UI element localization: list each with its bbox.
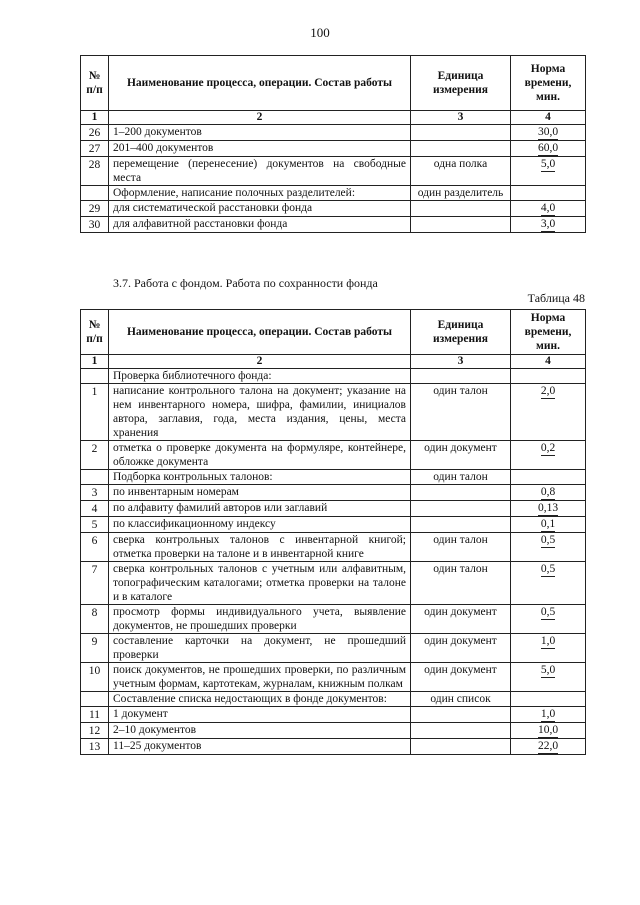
table-row: [81, 605, 586, 634]
unit-of-measure: один документ: [411, 441, 511, 470]
time-norm-value: 0,13: [537, 502, 559, 514]
time-norm-value: 3,0: [540, 218, 556, 230]
norms-table-48: [80, 309, 586, 755]
col-index: 2: [109, 355, 411, 369]
time-norm-value: 5,0: [540, 664, 556, 676]
time-norm: [511, 692, 586, 707]
header-unit: Единица измерения: [411, 56, 511, 111]
col-index: 4: [511, 111, 586, 125]
header-norm: Норма времени, мин.: [511, 310, 586, 355]
operation-name: Составление списка недостающих в фонде документов:: [109, 692, 411, 707]
time-norm-value: 5,0: [540, 158, 556, 170]
operation-name: для алфавитной расстановки фонда: [109, 217, 411, 233]
time-norm-value: 0,5: [540, 606, 556, 618]
row-number: 29: [81, 201, 109, 217]
unit-of-measure: один талон: [411, 384, 511, 441]
unit-of-measure: одна полка: [411, 157, 511, 186]
operation-name: отметка о проверке документа на формуляре, контейнере, обложке документа: [109, 441, 411, 470]
operation-name: поиск документов, не прошедших проверки, по различным учетным формам, картотекам, журналам, книжным полкам: [109, 663, 411, 692]
unit-of-measure: один документ: [411, 663, 511, 692]
time-norm: [511, 739, 586, 755]
table2-body: [81, 369, 586, 755]
unit-of-measure: [411, 723, 511, 739]
time-norm: [511, 634, 586, 663]
row-number: 2: [81, 441, 109, 470]
header-name: Наименование процесса, операции. Состав работы: [109, 310, 411, 355]
unit-of-measure: [411, 217, 511, 233]
time-norm-value: 4,0: [540, 202, 556, 214]
time-norm: [511, 562, 586, 605]
header-num: № п/п: [81, 56, 109, 111]
table-row: [81, 707, 586, 723]
time-norm: [511, 157, 586, 186]
operation-name: Проверка библиотечного фонда:: [109, 369, 411, 384]
row-number: 7: [81, 562, 109, 605]
unit-of-measure: [411, 369, 511, 384]
time-norm: [511, 217, 586, 233]
table-row: [81, 141, 586, 157]
operation-name: составление карточки на документ, не прошедший проверки: [109, 634, 411, 663]
row-number: 30: [81, 217, 109, 233]
table-row: [81, 517, 586, 533]
operation-name: написание контрольного талона на документ; указание на нем инвентарного номера, шифра, фамилии, инициалов автора, заглавия, года, места издания, цены, места хранения: [109, 384, 411, 441]
operation-name: 11–25 документов: [109, 739, 411, 755]
time-norm: [511, 384, 586, 441]
operation-name: сверка контрольных талонов с инвентарной книгой; отметка проверки на талоне и в инвентарной книге: [109, 533, 411, 562]
row-number: 12: [81, 723, 109, 739]
table-row: [81, 384, 586, 441]
unit-of-measure: [411, 125, 511, 141]
row-number: [81, 470, 109, 485]
unit-of-measure: один документ: [411, 634, 511, 663]
norms-table-continued: [80, 55, 586, 233]
table-row: [81, 562, 586, 605]
row-number: 8: [81, 605, 109, 634]
time-norm: [511, 369, 586, 384]
row-number: 6: [81, 533, 109, 562]
time-norm: [511, 663, 586, 692]
unit-of-measure: [411, 485, 511, 501]
operation-name: по инвентарным номерам: [109, 485, 411, 501]
row-number: 28: [81, 157, 109, 186]
time-norm: [511, 441, 586, 470]
operation-name: по классификационному индексу: [109, 517, 411, 533]
time-norm: [511, 201, 586, 217]
time-norm-value: 22,0: [537, 740, 559, 752]
row-number: [81, 692, 109, 707]
header-num: № п/п: [81, 310, 109, 355]
time-norm: [511, 470, 586, 485]
unit-of-measure: один разделитель: [411, 186, 511, 201]
row-number: 13: [81, 739, 109, 755]
operation-name: сверка контрольных талонов с учетным или алфавитным, топографическим каталогами; отметка проверки на талоне и в каталоге: [109, 562, 411, 605]
row-number: 1: [81, 384, 109, 441]
page-number: 100: [310, 25, 330, 40]
time-norm: [511, 501, 586, 517]
table-row: [81, 201, 586, 217]
operation-name: Подборка контрольных талонов:: [109, 470, 411, 485]
table-row: [81, 441, 586, 470]
operation-name: для систематической расстановки фонда: [109, 201, 411, 217]
table-row: [81, 125, 586, 141]
unit-of-measure: один талон: [411, 562, 511, 605]
header-unit: Единица измерения: [411, 310, 511, 355]
time-norm-value: 0,8: [540, 486, 556, 498]
table-row: [81, 369, 586, 384]
row-number: [81, 186, 109, 201]
header-name: Наименование процесса, операции. Состав работы: [109, 56, 411, 111]
time-norm-value: 0,2: [540, 442, 556, 454]
unit-of-measure: один список: [411, 692, 511, 707]
time-norm-value: 2,0: [540, 385, 556, 397]
row-number: 5: [81, 517, 109, 533]
col-index: 3: [411, 111, 511, 125]
table-row: [81, 470, 586, 485]
row-number: 11: [81, 707, 109, 723]
table-row: [81, 157, 586, 186]
table-row: [81, 634, 586, 663]
operation-name: просмотр формы индивидуального учета, выявление документов, не прошедших проверки: [109, 605, 411, 634]
table-row: [81, 186, 586, 201]
unit-of-measure: [411, 141, 511, 157]
table-row: [81, 663, 586, 692]
time-norm: [511, 485, 586, 501]
operation-name: перемещение (перенесение) документов на свободные места: [109, 157, 411, 186]
row-number: 9: [81, 634, 109, 663]
row-number: 27: [81, 141, 109, 157]
table-row: [81, 692, 586, 707]
table-row: [81, 501, 586, 517]
unit-of-measure: [411, 201, 511, 217]
time-norm-value: 30,0: [537, 126, 559, 138]
row-number: 4: [81, 501, 109, 517]
time-norm: [511, 141, 586, 157]
table-row: [81, 739, 586, 755]
col-index: 1: [81, 111, 109, 125]
col-index: 3: [411, 355, 511, 369]
table-label: Таблица 48: [527, 291, 585, 305]
unit-of-measure: [411, 501, 511, 517]
table-row: [81, 217, 586, 233]
time-norm: [511, 707, 586, 723]
header-norm: Норма времени, мин.: [511, 56, 586, 111]
time-norm: [511, 517, 586, 533]
operation-name: 201–400 документов: [109, 141, 411, 157]
time-norm: [511, 125, 586, 141]
row-number: 26: [81, 125, 109, 141]
time-norm: [511, 186, 586, 201]
table-row: [81, 533, 586, 562]
table-row: [81, 485, 586, 501]
time-norm: [511, 533, 586, 562]
section-heading: 3.7. Работа с фондом. Работа по сохранности фонда: [113, 276, 378, 290]
time-norm-value: 0,5: [540, 563, 556, 575]
operation-name: Оформление, написание полочных разделителей:: [109, 186, 411, 201]
time-norm-value: 1,0: [540, 708, 556, 720]
time-norm: [511, 723, 586, 739]
time-norm-value: 1,0: [540, 635, 556, 647]
operation-name: 1–200 документов: [109, 125, 411, 141]
time-norm: [511, 605, 586, 634]
unit-of-measure: один талон: [411, 470, 511, 485]
col-index: 1: [81, 355, 109, 369]
unit-of-measure: один документ: [411, 605, 511, 634]
time-norm-value: 0,5: [540, 534, 556, 546]
time-norm-value: 0,1: [540, 518, 556, 530]
table1-body: [81, 125, 586, 233]
unit-of-measure: [411, 517, 511, 533]
row-number: 10: [81, 663, 109, 692]
unit-of-measure: [411, 707, 511, 723]
unit-of-measure: один талон: [411, 533, 511, 562]
time-norm-value: 60,0: [537, 142, 559, 154]
col-index: 4: [511, 355, 586, 369]
row-number: [81, 369, 109, 384]
unit-of-measure: [411, 739, 511, 755]
table-row: [81, 723, 586, 739]
operation-name: 1 документ: [109, 707, 411, 723]
col-index: 2: [109, 111, 411, 125]
operation-name: 2–10 документов: [109, 723, 411, 739]
operation-name: по алфавиту фамилий авторов или заглавий: [109, 501, 411, 517]
row-number: 3: [81, 485, 109, 501]
time-norm-value: 10,0: [537, 724, 559, 736]
